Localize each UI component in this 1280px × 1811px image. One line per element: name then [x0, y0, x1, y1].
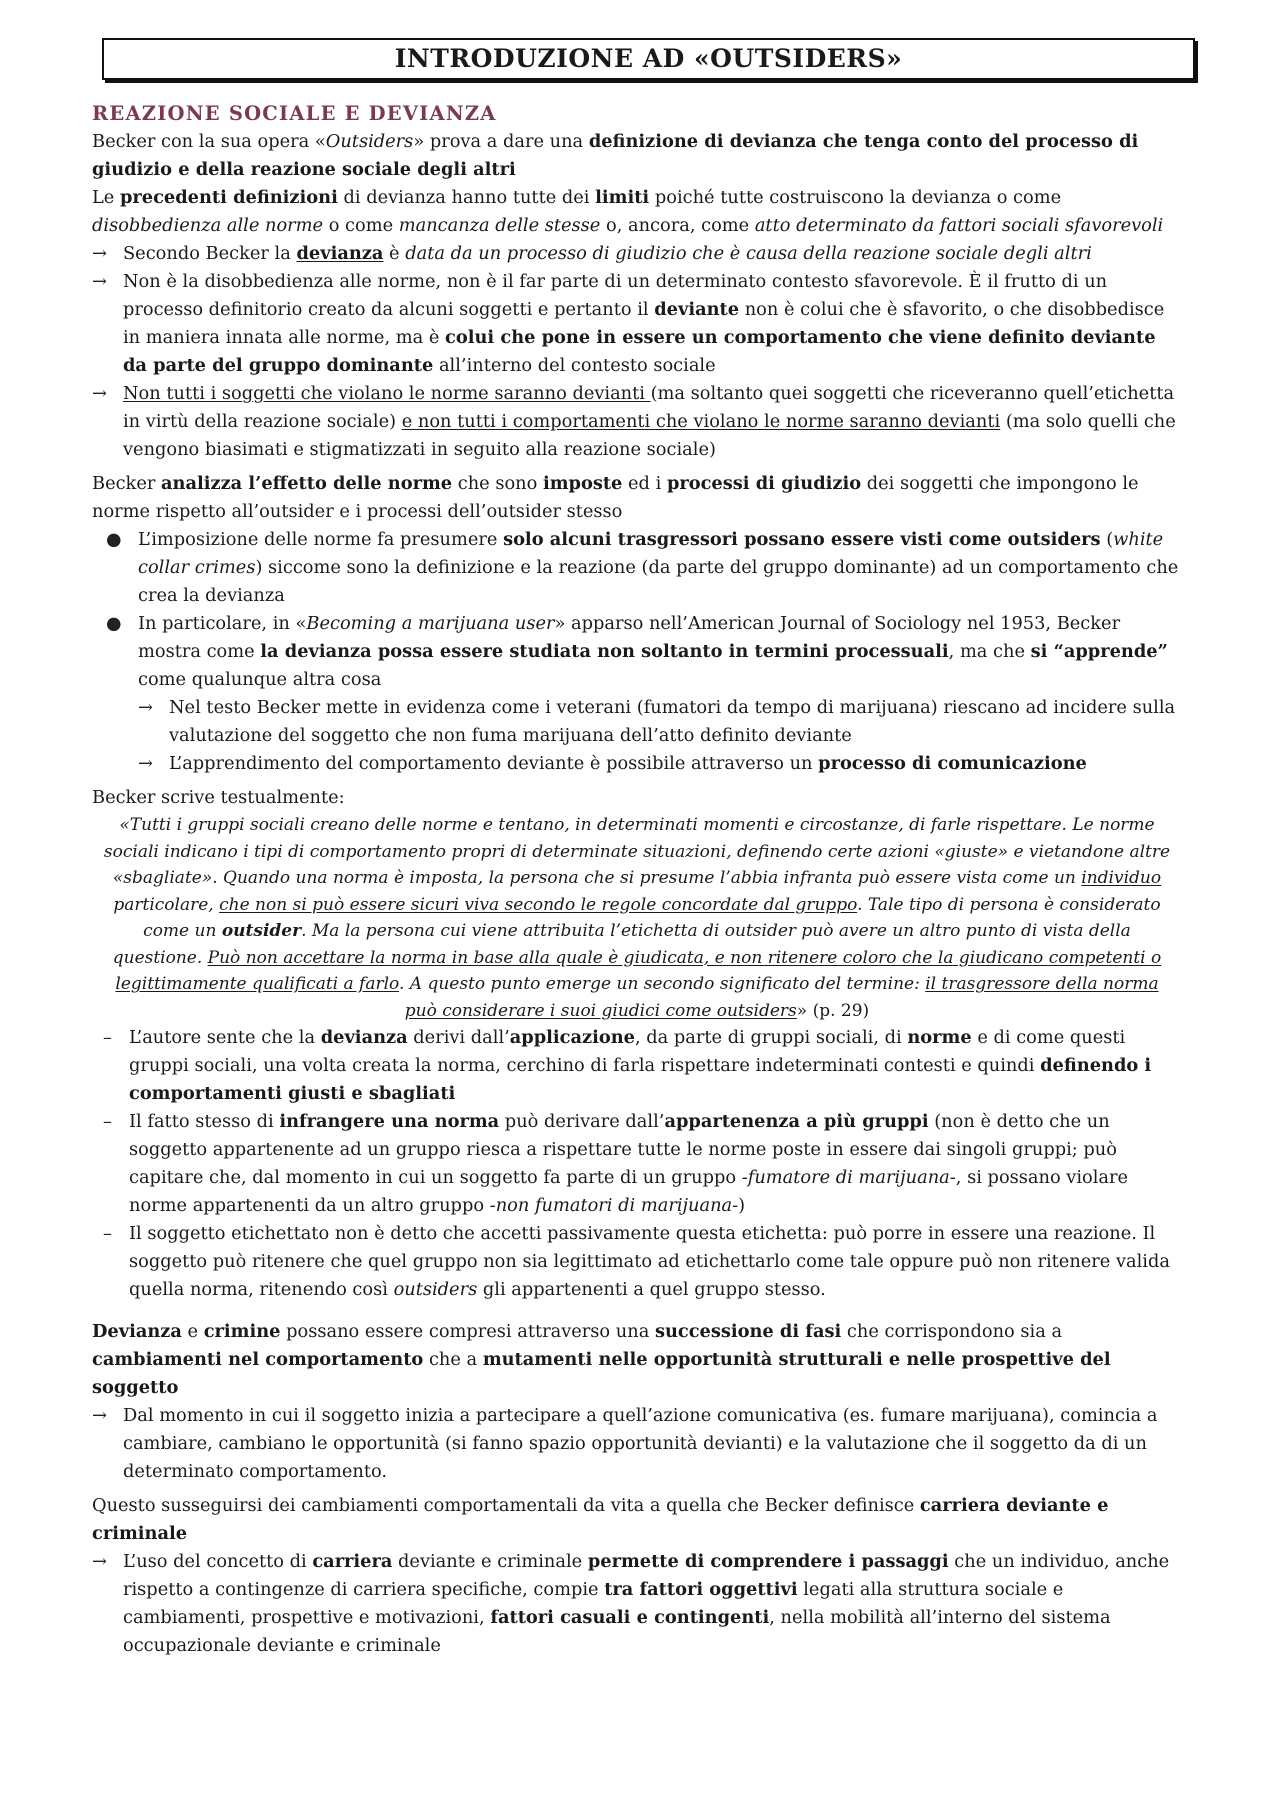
arrow-item [92, 268, 1182, 380]
text-run: processi di giudizio [666, 473, 862, 494]
text-run: Becker con la sua opera « [92, 131, 326, 152]
text-run: mutamenti nelle opportunità strutturali e nelle prospettive del soggetto [92, 1349, 1111, 1398]
text-run: di devianza hanno tutte dei [337, 187, 596, 208]
text-run: che un individuo, anche rispetto a contingenze di carriera specifiche, compie [123, 1551, 1170, 1600]
text-run: non è colui che è sfavorito, o che disobbedisce in maniera innata alle norme, ma è [123, 299, 1165, 348]
text-run: Nel testo Becker mette in evidenza come i veterani (fumatori da tempo di marijuana) riescano ad incidere sulla valutazione del soggetto che non fuma marijuana dell’atto definito deviante [169, 697, 1176, 746]
text-run: infrangere una norma [279, 1111, 500, 1132]
text-run: carriera [312, 1551, 393, 1572]
text-run: si “apprende” [1030, 641, 1168, 662]
section-heading: REAZIONE SOCIALE E DEVIANZA [92, 102, 497, 125]
text-run: Becker [92, 473, 161, 494]
text-run: può derivare dall’ [499, 1111, 665, 1132]
text-run: Devianza [92, 1321, 182, 1342]
text-run: e non tutti i comportamenti che violano le norme saranno devianti [401, 411, 1001, 432]
text-run: Becoming a marijuana user [306, 613, 555, 634]
text-run: colui che pone in essere un comportamento che viene definito deviante da parte del gruppo dominante [123, 327, 1156, 376]
text-run: legati alla struttura sociale e cambiamenti, prospettive e motivazioni, [123, 1579, 1064, 1628]
text-run: Outsiders [325, 131, 414, 152]
text-run: white collar crimes [138, 529, 1164, 578]
text-run: imposte [542, 473, 623, 494]
dash-marker: – [103, 1223, 112, 1244]
text-run: , ma che [948, 641, 1031, 662]
text-run: che non si può essere sicuri viva secondo le regole concordate dal gruppo [219, 894, 858, 915]
text-run: crimine [203, 1321, 281, 1342]
text-run: » prova a dare una [413, 131, 589, 152]
text-run: derivi dall’ [407, 1027, 510, 1048]
text-run: » (p. 29) [796, 1000, 870, 1021]
text-run: Questo susseguirsi dei cambiamenti comportamentali da vita a quella che Becker definisce [92, 1495, 920, 1516]
dash-marker: – [103, 1111, 112, 1132]
text-run: è [383, 243, 406, 264]
text-run: disobbedienza alle norme [92, 215, 324, 236]
text-run: deviante [654, 299, 740, 320]
text-run: Le [92, 187, 120, 208]
text-run: o come [323, 215, 399, 236]
document-title: INTRODUZIONE AD «OUTSIDERS» [102, 38, 1195, 80]
text-run: , nella mobilità all’interno del sistema occupazionale deviante e criminale [123, 1607, 1111, 1656]
block-quote [92, 812, 1182, 1024]
text-run: . A questo punto emerge un secondo significato del termine: [398, 974, 926, 994]
text-run: fumatore di marijuana [747, 1167, 950, 1188]
text-run: outsiders [393, 1279, 478, 1300]
paragraph [92, 1318, 1182, 1402]
text-run: norme [907, 1027, 972, 1048]
document-body [92, 128, 1182, 1660]
text-run: che corrispondono sia a [841, 1321, 1063, 1342]
text-run: «Tutti i gruppi sociali creano delle norme e tentano, in determinati momenti e circostanze, di farle rispettare. Le norme sociali indicano i tipi di comportamento propri di determinate situazioni, definendo certe azioni «giuste» e vietandone altre «sbagliate». Quando una norma è imposta, la persona che si presume l’abbia infranta può essere vista come un [103, 815, 1171, 888]
text-run: individuo [1081, 868, 1162, 888]
text-run: (ma soltanto quei soggetti che riceveranno quell’etichetta in virtù della reazione sociale) [123, 383, 1175, 432]
arrow-marker-icon: → [138, 697, 153, 718]
text-run: (ma solo quelli che vengono biasimati e stigmatizzati in seguito alla reazione sociale) [123, 411, 1176, 460]
text-run: deviante e criminale [392, 1551, 588, 1572]
text-run: L’autore sente che la [129, 1027, 321, 1048]
text-run: e di come questi gruppi sociali, una volta creata la norma, cerchino di farla rispettare indeterminati contesti e quindi [129, 1027, 1126, 1076]
text-run: gli appartenenti a quel gruppo stesso. [477, 1279, 826, 1300]
text-run: ( [1100, 529, 1114, 550]
text-run: Il fatto stesso di [129, 1111, 280, 1132]
subarrow-item [92, 750, 1182, 778]
text-run: carriera deviante e criminale [92, 1495, 1109, 1544]
text-run: L’uso del concetto di [123, 1551, 313, 1572]
paragraph [92, 184, 1182, 240]
arrow-marker-icon: → [138, 753, 153, 774]
text-run: fattori casuali e contingenti [490, 1607, 770, 1628]
arrow-item [92, 1402, 1182, 1486]
arrow-marker-icon: → [92, 383, 107, 404]
text-run: all’interno del contesto sociale [433, 355, 716, 376]
dash-item [92, 1024, 1182, 1108]
arrow-marker-icon: → [92, 243, 107, 264]
text-run: In particolare, in « [138, 613, 307, 634]
arrow-item [92, 240, 1182, 268]
text-run: mancanza delle stesse [398, 215, 601, 236]
bullet-item [92, 610, 1182, 694]
text-run: non fumatori di marijuana [495, 1195, 733, 1216]
bullet-item [92, 526, 1182, 610]
bullet-marker-icon: ● [106, 613, 122, 634]
text-run: L’apprendimento del comportamento deviante è possibile attraverso un [169, 753, 819, 774]
text-run: -) [732, 1195, 746, 1216]
text-run: la devianza possa essere studiata non soltanto in termini processuali [260, 641, 949, 662]
text-run: tra fattori oggettivi [604, 1579, 798, 1600]
text-run: devianza [296, 243, 384, 264]
text-run: atto determinato da fattori sociali sfavorevoli [754, 215, 1164, 236]
text-run: ed i [622, 473, 667, 494]
text-run: limiti [595, 187, 650, 208]
text-run: solo alcuni trasgressori possano essere visti come outsiders [503, 529, 1101, 550]
text-run: ) siccome sono la definizione e la reazione (da parte del gruppo dominante) ad un comportamento che crea la devianza [138, 557, 1179, 606]
text-run: outsider [221, 921, 302, 941]
bullet-marker-icon: ● [106, 529, 122, 550]
text-run: Non è la disobbedienza alle norme, non è il far parte di un determinato contesto sfavorevole. È il frutto di un processo definitorio creato da alcuni soggetti e pertanto il [123, 271, 1108, 320]
arrow-item [92, 1548, 1182, 1660]
arrow-marker-icon: → [92, 1405, 107, 1426]
text-run: che sono [452, 473, 543, 494]
text-run: . Tale tipo di persona è considerato come un [143, 894, 1161, 941]
text-run: e [181, 1321, 204, 1342]
text-run: , da parte di gruppi sociali, di [634, 1027, 908, 1048]
text-run: Il soggetto etichettato non è detto che accetti passivamente questa etichetta: può porre in essere una reazione. Il soggetto può ritenere che quel gruppo non sia legittimato ad etichettarlo come tale oppure può non ritenere valida quella norma, ritenendo così [129, 1223, 1170, 1300]
text-run: Non tutti i soggetti che violano le norme saranno devianti [123, 383, 651, 404]
text-run: come qualunque altra cosa [138, 669, 382, 690]
arrow-item [92, 380, 1182, 464]
text-run: Dal momento in cui il soggetto inizia a partecipare a quell’azione comunicativa (es. fumare marijuana), comincia a cambiare, cambiano le opportunità (si fanno spazio opportunità devianti) e la valutazione che il soggetto da di un determinato comportamento. [123, 1405, 1158, 1482]
text-run: che a [423, 1349, 483, 1370]
text-run: possano essere compresi attraverso una [280, 1321, 655, 1342]
dash-item [92, 1220, 1182, 1304]
paragraph [92, 784, 1182, 812]
text-run: (non è detto che un soggetto appartenente ad un gruppo riesca a rispettare tutte le norme poste in essere dai singoli gruppi; può capitare che, dal momento in cui un soggetto fa parte di un gruppo - [129, 1111, 1117, 1188]
arrow-marker-icon: → [92, 1551, 107, 1572]
text-run: L’imposizione delle norme fa presumere [138, 529, 504, 550]
text-run: Può non accettare la norma in base alla quale è giudicata, e non ritenere coloro che la giudicano competenti o legittimamente qualificati a farlo [115, 947, 1162, 994]
dash-marker: – [103, 1027, 112, 1048]
text-run: devianza [320, 1027, 408, 1048]
text-run: precedenti definizioni [119, 187, 338, 208]
text-run: poiché tutte costruiscono la devianza o come [649, 187, 1062, 208]
text-run: -, si possano violare norme appartenenti da un altro gruppo - [129, 1167, 1129, 1216]
text-run: definendo i comportamenti giusti e sbagliati [129, 1055, 1152, 1104]
text-run: il trasgressore della norma può considerare i suoi giudici come outsiders [404, 974, 1159, 1021]
text-run: applicazione [509, 1027, 635, 1048]
text-run: analizza l’effetto delle norme [161, 473, 453, 494]
text-run: data da un processo di giudizio che è causa della reazione sociale degli altri [405, 243, 1092, 264]
text-run: o, ancora, come [600, 215, 755, 236]
text-run: dei soggetti che impongono le norme rispetto all’outsider e i processi dell’outsider stesso [92, 473, 1139, 522]
text-run: processo di comunicazione [818, 753, 1087, 774]
text-run: » apparso nell’American Journal of Sociology nel 1953, Becker mostra come [138, 613, 1121, 662]
paragraph [92, 470, 1182, 526]
dash-item [92, 1108, 1182, 1220]
text-run: permette di comprendere i passaggi [587, 1551, 949, 1572]
text-run: . Ma la persona cui viene attribuita l’etichetta di outsider può avere un altro punto di vista della questione. [112, 921, 1131, 968]
text-run: Becker scrive testualmente: [92, 787, 345, 808]
text-run: definizione di devianza che tenga conto del processo di giudizio e della reazione sociale degli altri [92, 131, 1139, 180]
text-run: particolare, [113, 894, 220, 915]
paragraph [92, 128, 1182, 184]
arrow-marker-icon: → [92, 271, 107, 292]
text-run: Secondo Becker la [123, 243, 297, 264]
subarrow-item [92, 694, 1182, 750]
text-run: cambiamenti nel comportamento [92, 1349, 424, 1370]
text-run: appartenenza a più gruppi [664, 1111, 929, 1132]
paragraph [92, 1492, 1182, 1548]
text-run: successione di fasi [654, 1321, 842, 1342]
